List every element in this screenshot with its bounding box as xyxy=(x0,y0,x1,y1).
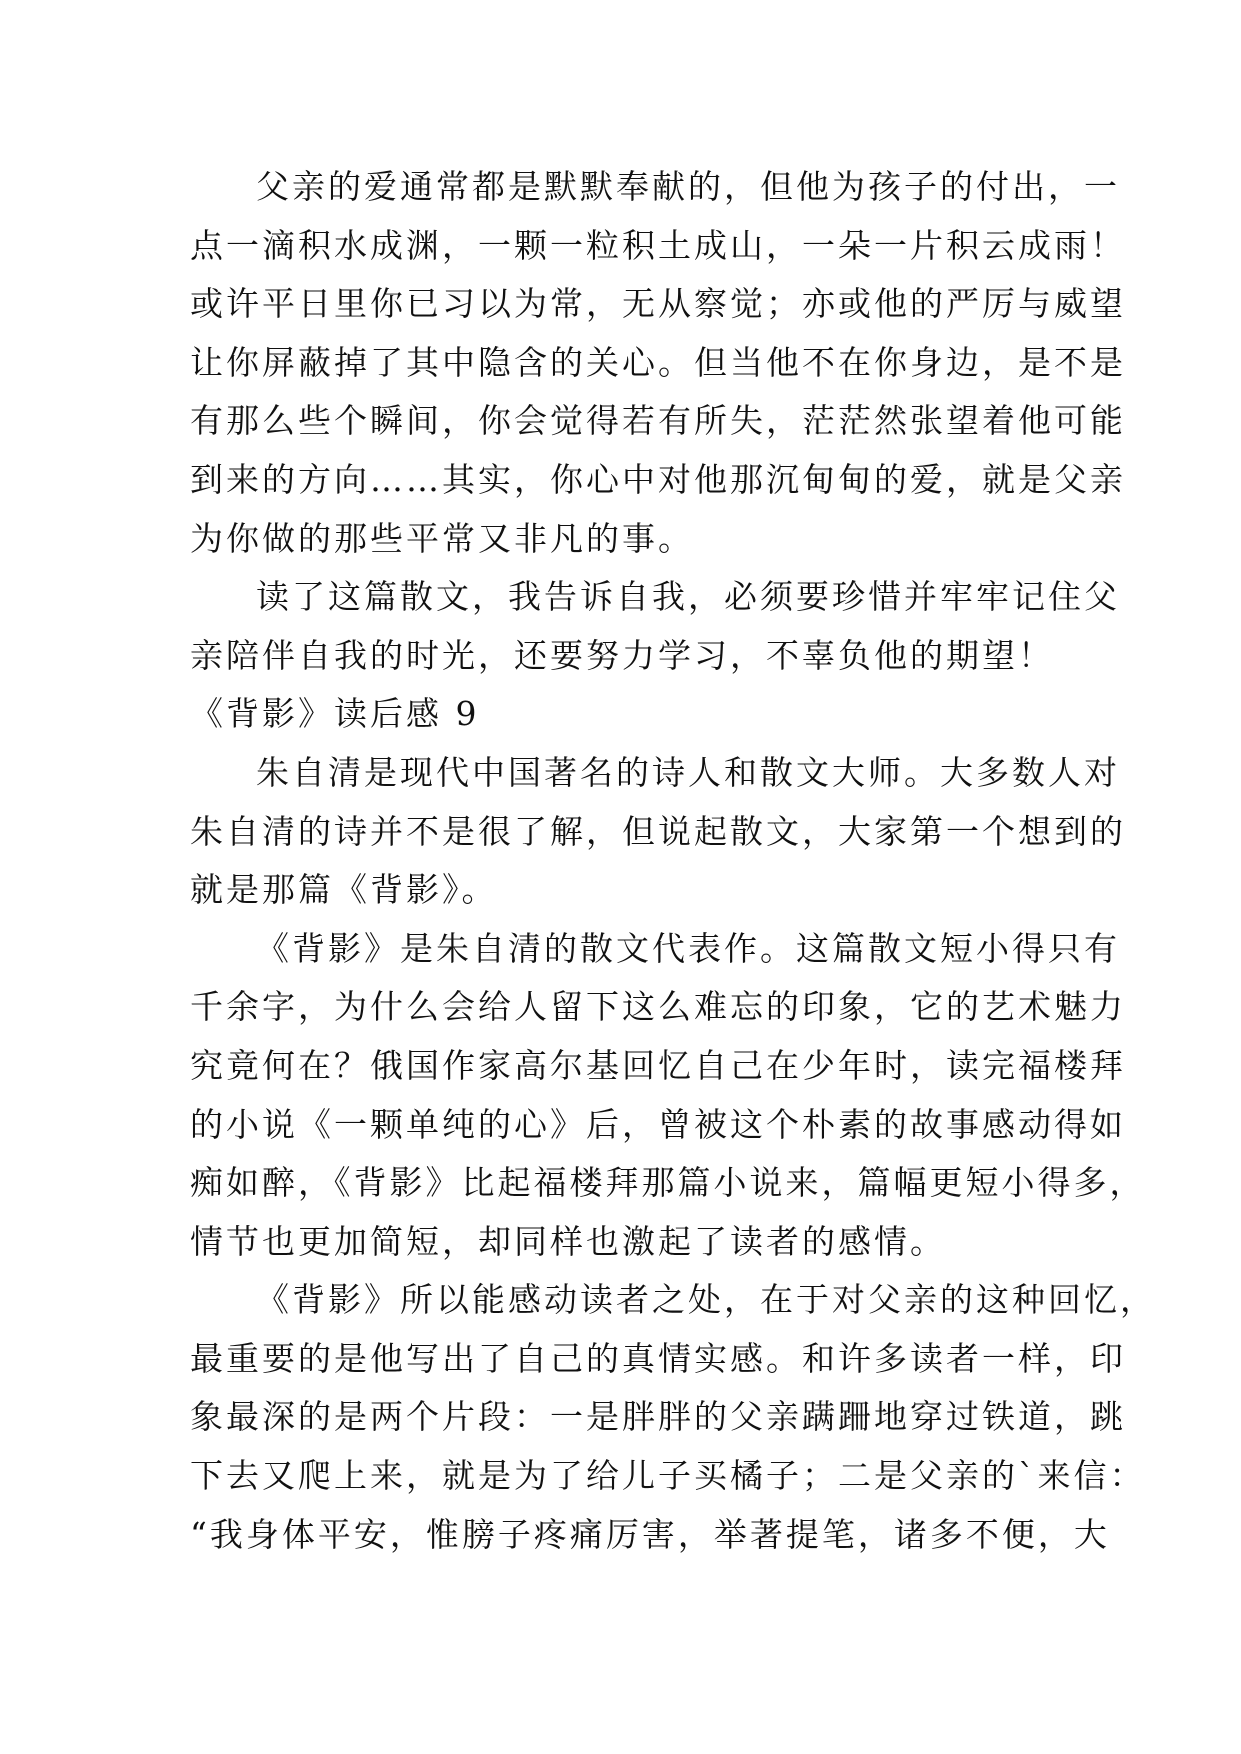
text-line: 就是那篇《背影》。 xyxy=(190,870,498,910)
paragraph-first-line: 《背影》所以能感动读者之处，在于对父亲的这种回忆， xyxy=(256,1280,1156,1320)
paragraph-first-line: 读了这篇散文，我告诉自我，必须要珍惜并牢牢记住父 xyxy=(256,577,1120,617)
text-line: 让你屏蔽掉了其中隐含的关心。但当他不在你身边，是不是 xyxy=(190,342,1126,382)
text-line: “我身体平安，惟膀子疼痛厉害，举著提笔，诸多不便，大 xyxy=(190,1514,1110,1554)
text-line: 或许平日里你已习以为常，无从察觉；亦或他的严厉与威望 xyxy=(190,284,1126,324)
paragraph-first-line: 朱自清是现代中国著名的诗人和散文大师。大多数人对 xyxy=(256,752,1120,792)
paragraph-first-line: 《背影》是朱自清的散文代表作。这篇散文短小得只有 xyxy=(256,928,1120,968)
text-line: 下去又爬上来，就是为了给儿子买橘子；二是父亲的`来信： xyxy=(190,1456,1146,1496)
text-line: 最重要的是他写出了自己的真情实感。和许多读者一样，印 xyxy=(190,1338,1126,1378)
text-line: 《背影》读后感 9 xyxy=(190,694,480,734)
text-line: 痴如醉，《背影》比起福楼拜那篇小说来，篇幅更短小得多， xyxy=(190,1163,1146,1203)
text-line: 亲陪伴自我的时光，还要努力学习，不辜负他的期望！ xyxy=(190,635,1054,675)
paragraph-first-line: 父亲的爱通常都是默默奉献的，但他为孩子的付出，一 xyxy=(256,167,1120,206)
text-line: 究竟何在？俄国作家高尔基回忆自己在少年时，读完福楼拜 xyxy=(190,1045,1126,1085)
text-line: 象最深的是两个片段：一是胖胖的父亲蹒跚地穿过铁道，跳 xyxy=(190,1397,1126,1437)
text-line: 有那么些个瞬间，你会觉得若有所失，茫茫然张望着他可能 xyxy=(190,401,1126,441)
text-line: 情节也更加简短，却同样也激起了读者的感情。 xyxy=(190,1221,946,1261)
text-line: 的小说《一颗单纯的心》后，曾被这个朴素的故事感动得如 xyxy=(190,1104,1126,1144)
text-line: 到来的方向……其实，你心中对他那沉甸甸的爱，就是父亲 xyxy=(190,459,1126,499)
text-line: 点一滴积水成渊，一颗一粒积土成山，一朵一片积云成雨！ xyxy=(190,225,1126,265)
document-body xyxy=(190,158,1156,1564)
text-line: 为你做的那些平常又非凡的事。 xyxy=(190,518,694,558)
text-line: 朱自清的诗并不是很了解，但说起散文，大家第一个想到的 xyxy=(190,811,1126,851)
text-line: 千余字，为什么会给人留下这么难忘的印象，它的艺术魅力 xyxy=(190,987,1126,1027)
